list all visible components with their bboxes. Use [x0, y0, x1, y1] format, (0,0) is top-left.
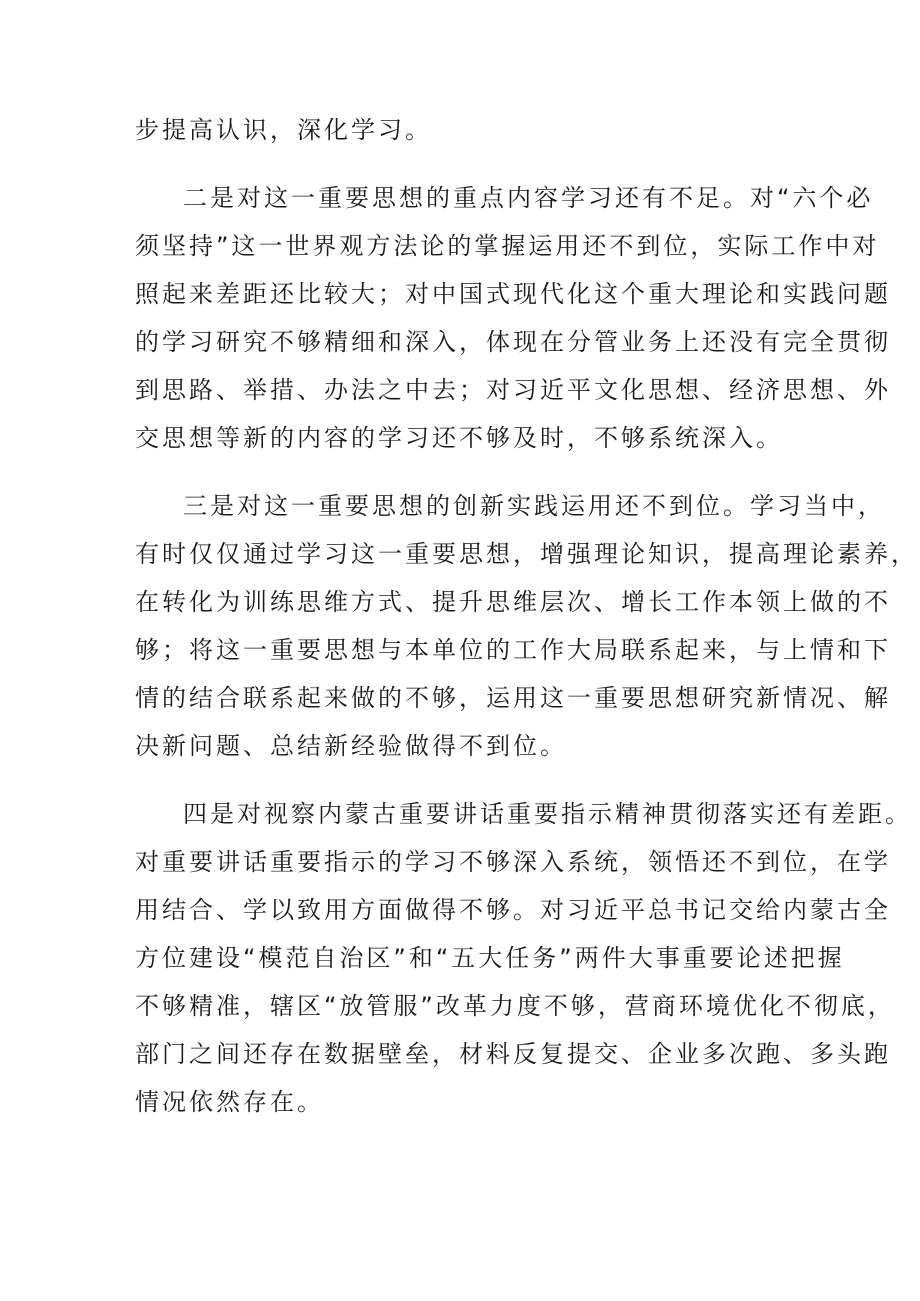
- paragraph-3-line-1: 三是对这一重要思想的创新实践运用还不到位。学习当中，: [183, 492, 885, 520]
- paragraph-4-line-3: 用结合、学以致用方面做得不够。对习近平总书记交给内蒙古全: [135, 896, 891, 924]
- paragraph-2-line-6: 交思想等新的内容的学习还不够及时，不够系统深入。: [135, 424, 783, 452]
- paragraph-4-line-7: 情况依然存在。: [135, 1088, 324, 1116]
- paragraph-2-line-2: 须坚持”这一世界观方法论的掌握运用还不到位，实际工作中对: [135, 232, 880, 260]
- paragraph-3-line-5: 情的结合联系起来做的不够，运用这一重要思想研究新情况、解: [135, 684, 891, 712]
- paragraph-2-line-1: 二是对这一重要思想的重点内容学习还有不足。对“六个必: [183, 184, 874, 212]
- paragraph-3-line-4: 够；将这一重要思想与本单位的工作大局联系起来，与上情和下: [135, 636, 891, 664]
- paragraph-4-line-2: 对重要讲话重要指示的学习不够深入系统，领悟还不到位，在学: [135, 848, 891, 876]
- paragraph-2-line-3: 照起来差距还比较大；对中国式现代化这个重大理论和实践问题: [135, 280, 891, 308]
- paragraph-1-line-1: 步提高认识，深化学习。: [135, 116, 432, 144]
- paragraph-3-line-6: 决新问题、总结新经验做得不到位。: [135, 732, 567, 760]
- paragraph-4-line-1: 四是对视察内蒙古重要讲话重要指示精神贯彻落实还有差距。: [183, 800, 912, 828]
- paragraph-2-line-5: 到思路、举措、办法之中去；对习近平文化思想、经济思想、外: [135, 376, 891, 404]
- paragraph-4-line-4: 方位建设“模范自治区”和“五大任务”两件大事重要论述把握: [135, 944, 845, 972]
- paragraph-4-line-6: 部门之间还存在数据壁垒，材料反复提交、企业多次跑、多头跑: [135, 1040, 891, 1068]
- paragraph-3-line-3: 在转化为训练思维方式、提升思维层次、增长工作本领上做的不: [135, 588, 891, 616]
- paragraph-4-line-5: 不够精准，辖区“放管服”改革力度不够，营商环境优化不彻底，: [135, 992, 895, 1020]
- paragraph-3-line-2: 有时仅仅通过学习这一重要思想，增强理论知识，提高理论素养，: [135, 540, 918, 568]
- paragraph-2-line-4: 的学习研究不够精细和深入，体现在分管业务上还没有完全贯彻: [135, 328, 891, 356]
